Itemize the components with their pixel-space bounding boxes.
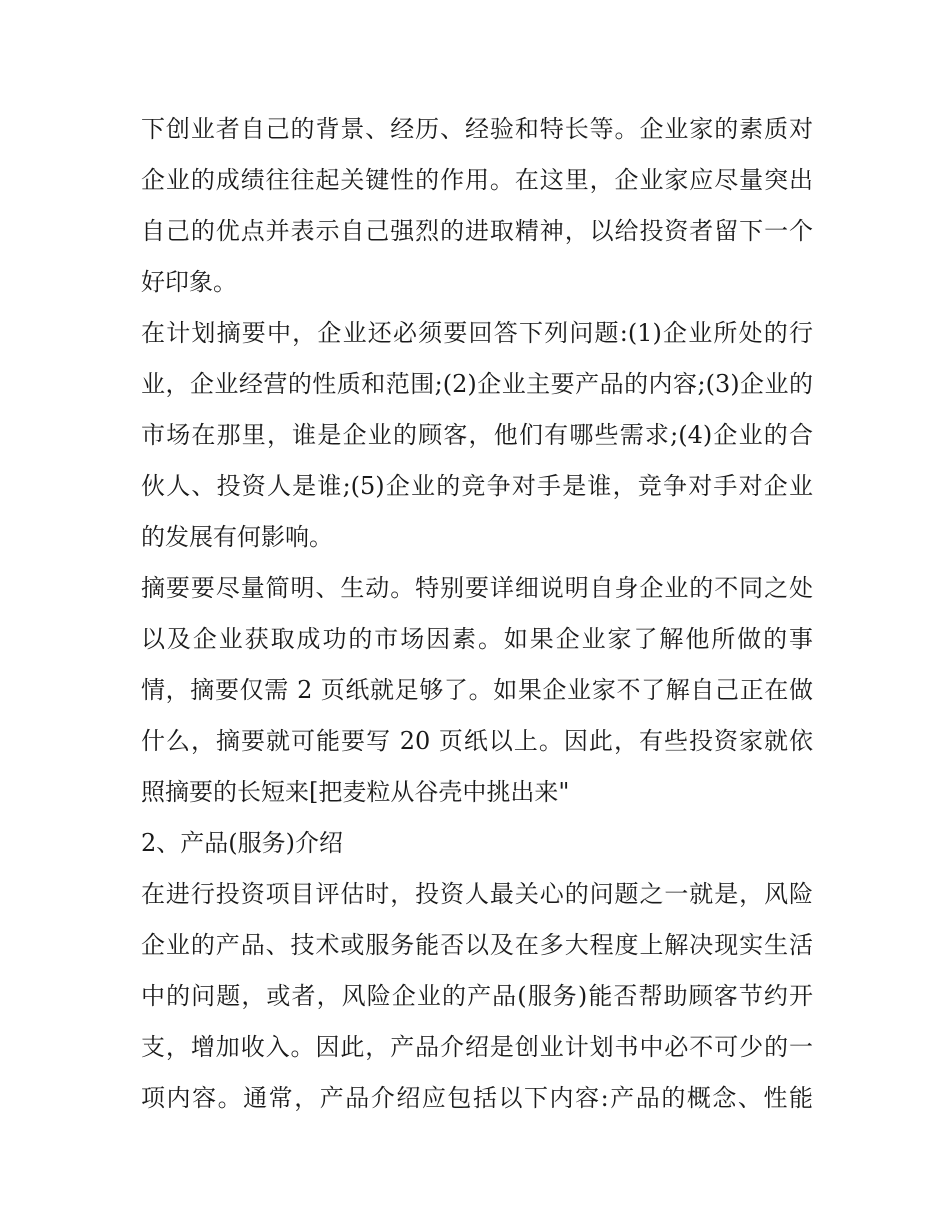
text-line: 好印象。 (141, 268, 237, 296)
text-line: 摘要要尽量简明、生动。特别要详细说明自身企业的不同之处 (141, 574, 813, 602)
paragraph-summary-length (141, 563, 813, 818)
text-line: 中的问题，或者，风险企业的产品(服务)能否帮助顾客节约开 (141, 982, 813, 1010)
text-line: 企业的成绩往往起关键性的作用。在这里，企业家应尽量突出 (141, 166, 813, 194)
text-line: 以及企业获取成功的市场因素。如果企业家了解他所做的事 (141, 625, 813, 653)
paragraph-summary-questions (141, 308, 813, 563)
text-line: 情，摘要仅需 2 页纸就足够了。如果企业家不了解自己正在做 (141, 676, 813, 704)
text-line: 业，企业经营的性质和范围;(2)企业主要产品的内容;(3)企业的 (141, 370, 813, 398)
section-heading: 2、产品(服务)介绍 (141, 829, 343, 857)
text-line: 下创业者自己的背景、经历、经验和特长等。企业家的素质对 (141, 115, 813, 143)
document-body (141, 104, 813, 1124)
text-line: 在进行投资项目评估时，投资人最关心的问题之一就是，风险 (141, 880, 813, 908)
paragraph-founder-background (141, 104, 813, 308)
text-line: 什么，摘要就可能要写 20 页纸以上。因此，有些投资家就依 (141, 727, 813, 755)
text-line: 在计划摘要中，企业还必须要回答下列问题:(1)企业所处的行 (141, 319, 813, 347)
text-line: 企业的产品、技术或服务能否以及在多大程度上解决现实生活 (141, 931, 813, 959)
section-heading-product-intro (141, 818, 813, 869)
text-line: 支，增加收入。因此，产品介绍是创业计划书中必不可少的一 (141, 1033, 813, 1061)
text-line: 伙人、投资人是谁;(5)企业的竞争对手是谁，竞争对手对企业 (141, 472, 813, 500)
paragraph-product-intro (141, 869, 813, 1124)
text-line: 自己的优点并表示自己强烈的进取精神，以给投资者留下一个 (141, 217, 813, 245)
text-line: 的发展有何影响。 (141, 523, 333, 551)
text-line: 市场在那里，谁是企业的顾客，他们有哪些需求;(4)企业的合 (141, 421, 813, 449)
text-line: 照摘要的长短来[把麦粒从谷壳中挑出来" (141, 778, 570, 806)
text-line: 项内容。通常，产品介绍应包括以下内容:产品的概念、性能 (141, 1084, 813, 1112)
